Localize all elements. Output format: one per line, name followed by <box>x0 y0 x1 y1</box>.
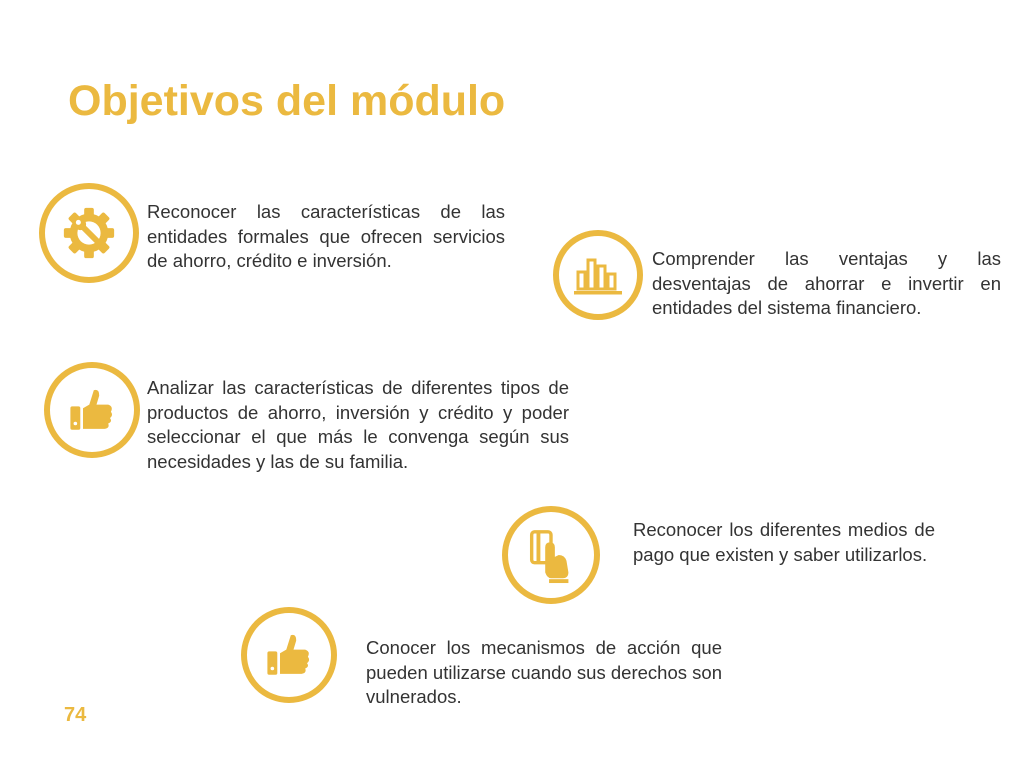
objective-1-icon-circle <box>39 183 139 283</box>
thumbs-up-icon <box>65 383 119 437</box>
bar-chart-icon <box>572 252 624 298</box>
card-hand-icon <box>525 526 577 584</box>
objective-5-text: Conocer los mecanismos de acción que pueden utilizarse cuando sus derechos son vulnerados. <box>366 637 722 707</box>
objective-1-text: Reconocer las características de las entidades formales que ofrecen servicios de ahorro, crédito e inversión. <box>147 201 505 271</box>
objective-5-icon-circle <box>241 607 337 703</box>
thumbs-up-icon <box>262 628 316 682</box>
gear-wrench-icon <box>60 204 118 262</box>
objective-2-text: Comprender las ventajas y las desventajas de ahorrar e invertir en entidades del sistema financiero. <box>652 248 1001 318</box>
objective-3-icon-circle <box>44 362 140 458</box>
objective-4-text: Reconocer los diferentes medios de pago que existen y saber utilizarlos. <box>633 519 935 565</box>
objective-3-text: Analizar las características de diferentes tipos de productos de ahorro, inversión y crédito y poder seleccionar el que más le convenga según sus necesidades y las de su familia. <box>147 377 569 472</box>
objective-2-icon-circle <box>553 230 643 320</box>
objective-4-icon-circle <box>502 506 600 604</box>
page-number: 74 <box>64 704 87 726</box>
slide-title: Objetivos del módulo <box>68 77 506 125</box>
